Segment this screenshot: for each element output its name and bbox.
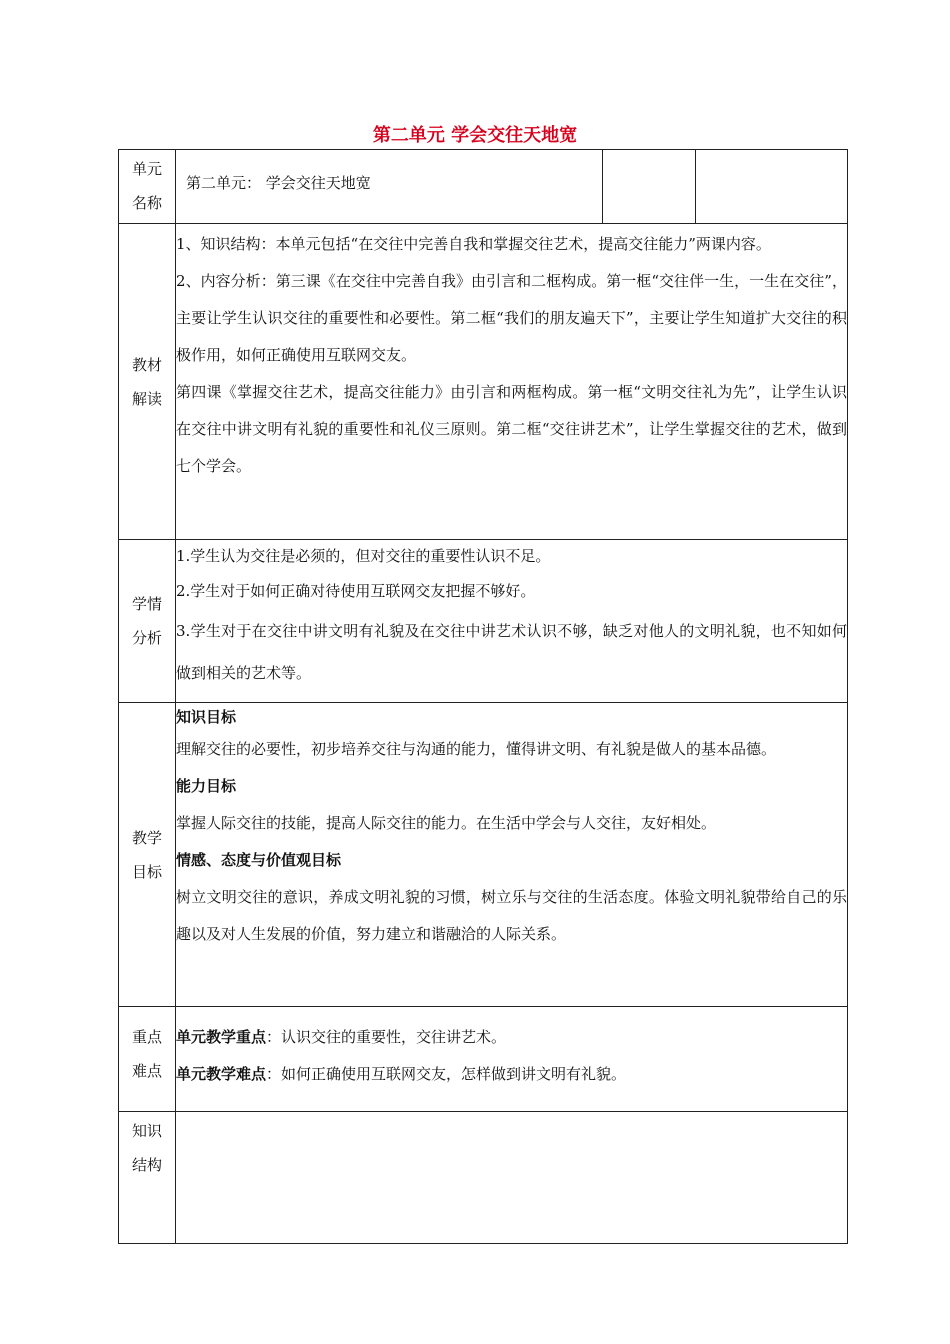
goals-content-cell bbox=[176, 703, 848, 1007]
students-label-cell bbox=[119, 540, 176, 703]
key-points-row bbox=[119, 1007, 848, 1112]
difficulty-line bbox=[176, 1056, 847, 1093]
unit-empty-cell-2 bbox=[696, 150, 848, 224]
unit-label-line2: 名称 bbox=[131, 194, 162, 212]
students-item-3: 3.学生对于在交往中讲文明有礼貌及在交往中讲艺术认识不够，缺乏对他人的文明礼貌，也不知如何做到相关的艺术等。 bbox=[176, 622, 847, 682]
structure-row bbox=[119, 1112, 848, 1244]
textbook-paragraph-2: 2、内容分析：第三课《在交往中完善自我》由引言和二框构成。第一框“交往伴一生，一生在交往”，主要让学生认识交往的重要性和必要性。第二框“我们的朋友遍天下”，主要让学生知道扩大交往的积极作用，如何正确使用互联网交友。 bbox=[176, 272, 847, 364]
unit-row bbox=[119, 150, 848, 224]
structure-label-line1: 知识 bbox=[131, 1122, 162, 1140]
difficulty-text: ：如何正确使用互联网交友，怎样做到讲文明有礼貌。 bbox=[266, 1065, 627, 1083]
structure-content-cell bbox=[176, 1112, 848, 1244]
goals-label-line1: 教学 bbox=[131, 828, 162, 847]
students-label-line2: 分析 bbox=[131, 629, 162, 647]
attitude-goal-heading: 情感、态度与价值观目标 bbox=[176, 851, 342, 869]
difficulty-label: 单元教学难点 bbox=[176, 1065, 267, 1083]
focus-label: 单元教学重点 bbox=[176, 1028, 267, 1046]
textbook-content-cell bbox=[176, 224, 848, 540]
ability-goal-heading: 能力目标 bbox=[176, 777, 237, 795]
structure-label-cell bbox=[119, 1112, 176, 1244]
unit-label-cell bbox=[119, 150, 176, 224]
unit-empty-cell-1 bbox=[603, 150, 696, 224]
attitude-goal-text: 树立文明交往的意识，养成文明礼貌的习惯，树立乐与交往的生活态度。体验文明礼貌带给自己的乐趣以及对人生发展的价值，努力建立和谐融洽的人际关系。 bbox=[176, 888, 847, 943]
goals-row bbox=[119, 703, 848, 1007]
key-points-content-cell bbox=[176, 1007, 848, 1112]
textbook-paragraph-3: 第四课《掌握交往艺术，提高交往能力》由引言和两框构成。第一框“文明交往礼为先”，让学生认识在交往中讲文明有礼貌的重要性和礼仪三原则。第二框“交往讲艺术”，让学生掌握交往的艺术，做到七个学会。 bbox=[176, 383, 847, 475]
students-item-2: 2.学生对于如何正确对待使用互联网交友把握不够好。 bbox=[176, 582, 536, 600]
textbook-row bbox=[119, 224, 848, 540]
textbook-label-line1: 教材 bbox=[131, 355, 162, 374]
students-row bbox=[119, 540, 848, 703]
focus-line bbox=[176, 1019, 847, 1056]
textbook-paragraph-1: 1、知识结构：本单元包括“在交往中完善自我和掌握交往艺术，提高交往能力”两课内容。 bbox=[176, 235, 771, 253]
document-title: 第二单元 学会交往天地宽 bbox=[372, 125, 578, 146]
key-points-label-line1: 重点 bbox=[131, 1028, 162, 1046]
knowledge-goal-heading: 知识目标 bbox=[176, 708, 237, 726]
students-content-cell bbox=[176, 540, 848, 703]
focus-text: ：认识交往的重要性，交往讲艺术。 bbox=[266, 1028, 507, 1046]
goals-label-cell bbox=[119, 703, 176, 1007]
ability-goal-text: 掌握人际交往的技能，提高人际交往的能力。在生活中学会与人交往，友好相处。 bbox=[176, 814, 717, 832]
textbook-label-line2: 解读 bbox=[131, 389, 162, 408]
unit-name: 第二单元： 学会交往天地宽 bbox=[186, 174, 371, 192]
structure-label-line2: 结构 bbox=[131, 1156, 162, 1174]
key-points-label-line2: 难点 bbox=[131, 1062, 162, 1080]
key-points-label-cell bbox=[119, 1007, 176, 1112]
unit-label-line1: 单元 bbox=[131, 160, 162, 178]
lesson-plan-table bbox=[118, 149, 848, 1244]
goals-label-line2: 目标 bbox=[131, 862, 162, 881]
knowledge-goal-text: 理解交往的必要性，初步培养交往与沟通的能力，懂得讲文明、有礼貌是做人的基本品德。 bbox=[176, 740, 777, 758]
textbook-label-cell bbox=[119, 224, 176, 540]
unit-name-cell bbox=[176, 150, 603, 224]
students-label-line1: 学情 bbox=[131, 595, 162, 613]
students-item-1: 1.学生认为交往是必须的，但对交往的重要性认识不足。 bbox=[176, 547, 551, 565]
